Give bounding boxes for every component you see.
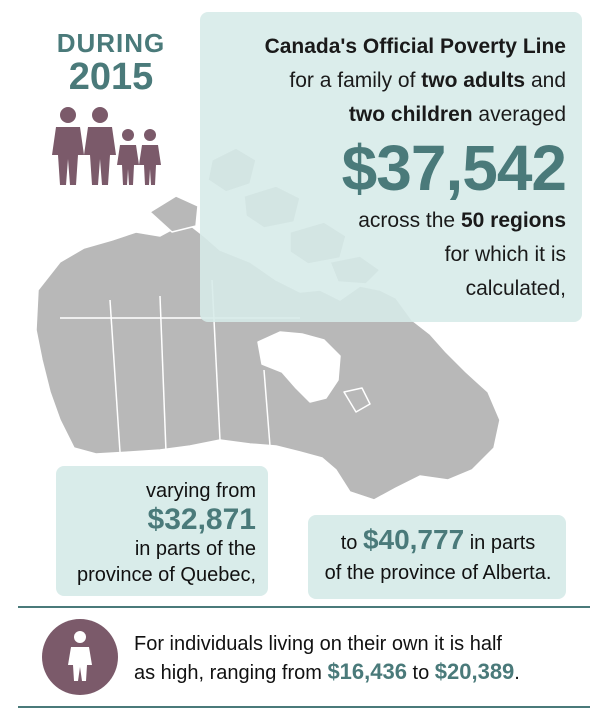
person-icon-circle bbox=[42, 619, 118, 695]
average-amount: $37,542 bbox=[341, 132, 566, 204]
person-icon bbox=[42, 619, 118, 695]
quebec-pre: varying from bbox=[145, 480, 256, 502]
individuals-mid: to bbox=[406, 662, 435, 684]
line2-post: and bbox=[525, 69, 566, 92]
individual-high-amount: $20,389 bbox=[434, 659, 515, 684]
individual-low-amount: $16,436 bbox=[327, 659, 407, 684]
during-word: DURING bbox=[56, 28, 166, 58]
divider-bottom bbox=[18, 706, 590, 708]
poverty-line-title: Canada's Official Poverty Line bbox=[264, 35, 566, 58]
fifty-regions: 50 regions bbox=[460, 209, 566, 232]
divider-top bbox=[18, 606, 590, 608]
individuals-end: . bbox=[514, 662, 520, 684]
individuals-text bbox=[134, 630, 594, 687]
individuals-line1: For individuals living on their own it is half bbox=[134, 633, 502, 655]
during-heading bbox=[46, 30, 176, 96]
main-callout-text bbox=[200, 30, 566, 306]
alberta-post2: of the province of Alberta. bbox=[324, 562, 552, 584]
line5-pre: across the bbox=[358, 209, 461, 232]
alberta-amount: $40,777 bbox=[362, 524, 465, 555]
line2-pre: for a family of bbox=[289, 69, 422, 92]
two-adults: two adults bbox=[421, 69, 526, 92]
quebec-callout-text bbox=[56, 478, 256, 588]
quebec-post2: province of Quebec, bbox=[77, 564, 256, 586]
family-icon bbox=[48, 105, 168, 187]
alberta-pre: to bbox=[340, 532, 363, 554]
line6: for which it is bbox=[444, 243, 566, 266]
map-island bbox=[150, 196, 198, 232]
alberta-callout-text bbox=[318, 525, 558, 588]
individuals-line2-pre: as high, ranging from bbox=[134, 662, 328, 684]
line3-post: averaged bbox=[472, 103, 566, 126]
quebec-post1: in parts of the bbox=[134, 538, 256, 560]
two-children: two children bbox=[348, 103, 473, 126]
quebec-amount: $32,871 bbox=[147, 503, 256, 536]
alberta-post1: in parts bbox=[464, 532, 536, 554]
year: 2015 bbox=[68, 56, 154, 98]
line7: calculated, bbox=[465, 277, 566, 300]
